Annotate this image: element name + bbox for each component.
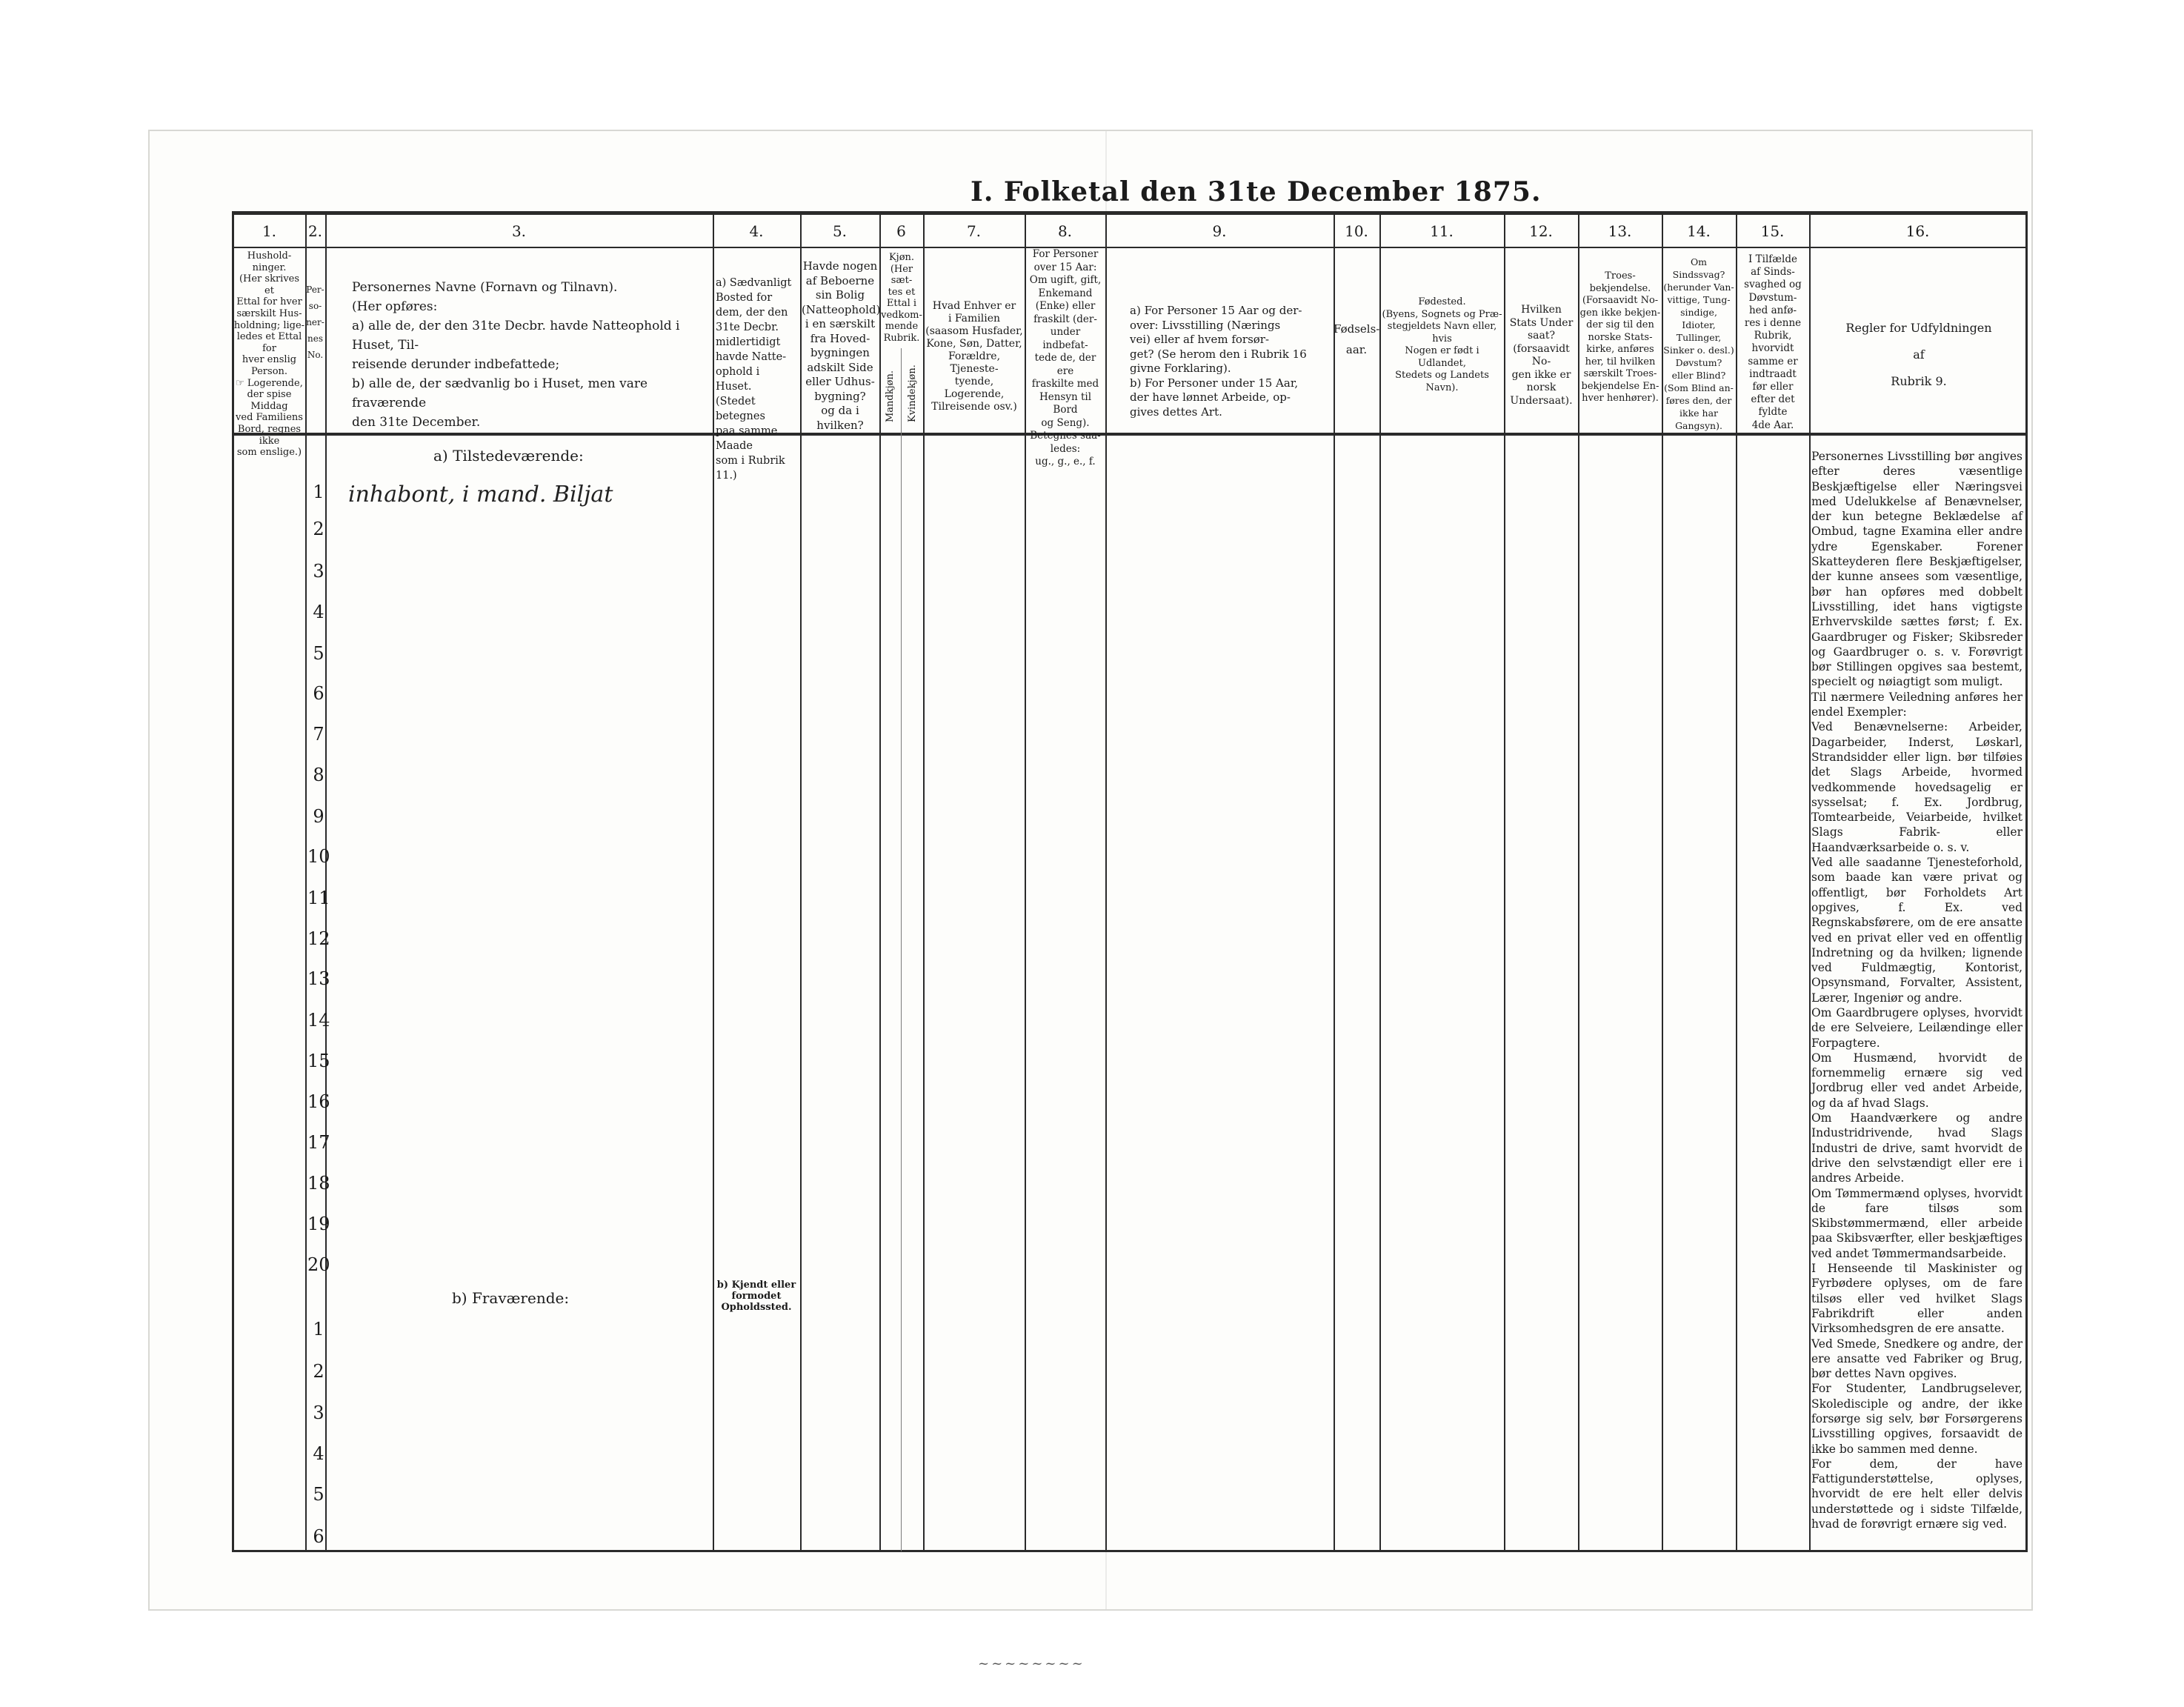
col-divider-12 xyxy=(1578,212,1579,1551)
row-number: 16 xyxy=(307,1091,330,1112)
col-number: 8. xyxy=(1057,222,1073,240)
row-number: 10 xyxy=(307,846,330,867)
col-divider-10 xyxy=(1379,212,1381,1551)
header-religion: Troes- bekjendelse. (Forsaavidt No- gen ikke bekjen- der sig til den norske Stats- kirke, anføres her, til hvilken særskilt Troes- bekjendelse En- hver henhører). xyxy=(1579,270,1661,404)
header-bottom-rule xyxy=(232,433,2028,436)
col-number: 1. xyxy=(262,222,277,240)
row1-handwritten-entry: inhabont, i mand. Biljat xyxy=(348,482,613,508)
row-number: 5 xyxy=(313,643,324,664)
col-number: 9. xyxy=(1212,222,1227,240)
row-number: 3 xyxy=(313,1402,324,1423)
col-divider-3 xyxy=(713,212,714,1551)
header-sex-male: Mandkjøn. xyxy=(885,370,896,422)
row-number: 9 xyxy=(313,806,324,827)
col-number: 14. xyxy=(1687,222,1711,240)
row-number: 4 xyxy=(313,1443,324,1464)
section-present: a) Tilstedeværende: xyxy=(433,447,584,465)
header-birth-year: Fødsels- aar. xyxy=(1334,322,1380,356)
col-number: 12. xyxy=(1529,222,1553,240)
header-outbuilding: Havde nogen af Beboerne sin Bolig (Natteophold) i en særskilt fra Hoved- bygningen adskilt Side eller Udhus- bygning? og da i hvilken? xyxy=(802,259,881,432)
row-number: 14 xyxy=(307,1010,330,1031)
row-number: 12 xyxy=(307,928,330,949)
col-number: 5. xyxy=(832,222,848,240)
row-number: 8 xyxy=(313,765,324,785)
row-number: 19 xyxy=(307,1214,330,1234)
header-sex: Kjøn. (Her sæt- tes et Ettal i vedkom- mende Rubrik. xyxy=(881,252,922,344)
col-divider-9 xyxy=(1334,212,1335,1551)
col-number: 6 xyxy=(896,222,906,240)
header-sex-female: Kvindekjøn. xyxy=(907,365,918,422)
row-number: 11 xyxy=(307,888,330,908)
header-usual-residence: a) Sædvanligt Bosted for dem, der den 31te Decbr. midlertidigt havde Natte- ophold i Huset. (Stedet betegnes paa samme Maade som i Rubrik 11.) xyxy=(716,277,792,482)
col-divider-11 xyxy=(1504,212,1505,1551)
row-number: 18 xyxy=(307,1173,330,1194)
col-number: 4. xyxy=(749,222,764,240)
col-divider-15 xyxy=(1809,212,1811,1551)
row-number: 17 xyxy=(307,1132,330,1153)
row-number: 3 xyxy=(313,561,324,582)
col-divider-6-sub xyxy=(901,348,902,1551)
col-divider-5 xyxy=(879,212,881,1551)
col-number: 2. xyxy=(307,222,323,240)
col-number: 15. xyxy=(1760,222,1785,240)
col-number: 16. xyxy=(1905,222,1930,240)
header-disability-onset: I Tilfælde af Sinds- svaghed og Døvstum- hed anfø- res i denne Rubrik, hvorvidt samme er indtraadt før eller efter det fyldte 4de Aar. xyxy=(1744,253,1802,431)
row-number: 20 xyxy=(307,1254,330,1275)
row-number: 1 xyxy=(313,482,324,502)
header-person-no: Per- so- ner- nes No. xyxy=(306,284,324,360)
col-number: 11. xyxy=(1430,222,1454,240)
row-number: 13 xyxy=(307,968,330,989)
col-divider-8 xyxy=(1105,212,1107,1551)
header-birthplace: Fødested. (Byens, Sognets og Præ- stegjeldets Navn eller, hvis Nogen er født i Udlandet, Stedets og Landets Navn). xyxy=(1382,296,1502,393)
header-family-role: Hvad Enhver er i Familien (saasom Husfader, Kone, Søn, Datter, Forældre, Tjeneste- tyende, Logerende, Tilreisende osv.) xyxy=(925,300,1023,413)
page-title: I. Folketal den 31te December 1875. xyxy=(971,176,1542,207)
absent-residence-label: b) Kjendt eller formodet Opholdssted. xyxy=(716,1280,796,1313)
header-disability: Om Sindssvag? (herunder Van- vittige, Tung- sindige, Idioter, Tullinger, Sinker o. desl.) Døvstum? eller Blind? (Som Blind an- føres den, der ikke har Gangsyn). xyxy=(1663,256,1734,431)
row-number: 4 xyxy=(313,602,324,622)
row-number: 6 xyxy=(313,683,324,704)
col-number: 13. xyxy=(1608,222,1632,240)
header-person-names: Personernes Navne (Fornavn og Tilnavn). (Her opføres: a) alle de, der den 31te Decbr. havde Natteophold i Huset, Til- reisende derunder indbefattede; b) alle de, der sædvanlig bo i Huset, men vare fraværende den 31te December. xyxy=(352,280,680,430)
row-number: 2 xyxy=(313,519,324,539)
header-marital-status: For Personer over 15 Aar: Om ugift, gift, Enkemand (Enke) eller fraskilt (der- under indbefat- tede de, der ere fraskilte med Hensyn til Bord og Seng). Betegnes saa- ledes: ug., g., e., f. xyxy=(1029,248,1102,467)
col-number: 3. xyxy=(511,222,527,240)
col-divider-2 xyxy=(325,212,327,1551)
col-divider-1 xyxy=(305,212,307,1551)
row-number: 15 xyxy=(307,1051,330,1071)
header-rules: Regler for Udfyldningen af Rubrik 9. xyxy=(1845,321,1992,388)
archive-stamp: ~~~~~~~~ xyxy=(978,1656,1085,1671)
row-number: 2 xyxy=(313,1361,324,1382)
col-number: 7. xyxy=(966,222,982,240)
row-number: 6 xyxy=(313,1526,324,1547)
section-absent: b) Fraværende: xyxy=(452,1289,570,1307)
header-citizenship: Hvilken Stats Under saat? (forsaavidt No- gen ikke er norsk Undersaat). xyxy=(1509,304,1574,407)
row-number: 1 xyxy=(313,1319,324,1340)
col-number: 10. xyxy=(1345,222,1368,240)
row-number: 5 xyxy=(313,1484,324,1505)
header-occupation: a) For Personer 15 Aar og der- over: Livsstilling (Nærings vei) eller af hvem forsør- get? (Se herom den i Rubrik 16 givne Forklaring). b) For Personer under 15 Aar, der have lønnet Arbeide, op- gives dettes Art. xyxy=(1130,304,1307,419)
row-number: 7 xyxy=(313,724,324,745)
rules-text: Personernes Livsstilling bør angives efter deres væsentlige Beskjæftigelse eller Næringsvei med Udelukkelse af Benævnelser, der kun betegne Beklædelse af Ombud, tagne Examina eller andre ydre Egenskaber. Forener Skatteyderen flere Beskjæftigelser, der kunne ansees som væsentlige, bør han opføres med dobbelt Livsstilling, idet hans vigtigste Erhvervskilde sættes først; f. Ex. Gaardbruger og Fisker; Skibsreder og Gaardbruger o. s. v. Forøvrigt bør Stillingen opgives saa bestemt, specielt og nøiagtigt som muligt. Til nærmere Veiledning anføres her endel Exempler: Ved Benævnelserne: Arbeider, Dagarbeider, Inderst, Løskarl, Strandsidder eller lign. bør tilføies det Slags Arbeide, hvormed vedkommende hovedsagelig er sysselsat; f. Ex. Jordbrug, Tomtearbeide, Veiarbeide, hvilket Slags Fabrik- eller Haandværksarbeide o. s. v. Ved alle saadanne Tjenesteforhold, som baade kan være privat og offentligt, bør Forholdets Art opgives, f. Ex. ved Regnskabsførere, om de ere ansatte ved en privat eller ved en offentlig Indretning og da hvilken; lignende ved Fuldmægtig, Kontorist, Opsynsmand, Forvalter, Assistent, Lærer, Ingeniør og andre. Om Gaardbrugere oplyses, hvorvidt de ere Selveiere, Leilændinge eller Forpagtere. Om Husmænd, hvorvidt de fornemmelig ernære sig ved Jordbrug eller ved andet Arbeide, og da af hvad Slags. Om Haandværkere og andre Industridrivende, hvad Slags Industri de drive, samt hvorvidt de drive den selvstændigt eller ere i andres Arbeide. Om Tømmermænd oplyses, hvorvidt de fare tilsøs som Skibstømmermænd, eller arbeide paa Skibsværfter, eller beskjæftiges ved andet Tømmermandsarbeide. I Henseende til Maskinister og Fyrbødere oplyses, om de fare tilsøs eller ved hvilket Slags Fabrikdrift eller anden Virksomhedsgren de ere ansatte. Ved Smede, Snedkere og andre, der ere ansatte ved Fabriker og Brug, bør dettes Navn opgives. For Studenter, Landbrugselever, Skoledisciple og andre, der ikke forsørge sig selv, bør Forsørgerens Livsstilling opgives, forsaavidt de ikke bo sammen med denne. For dem, der have Fattigunderstøttelse, oplyses, hvorvidt de ere helt eller delvis understøttede og i sidste Tilfælde, hvad de forøvrigt ernære sig ved. xyxy=(1811,450,2023,1531)
header-households: Hushold- ninger. (Her skrives et Ettal for hver særskilt Hus- holdning; lige- ledes et Ettal for hver enslig Person. ☞ Logerende, der spise Middag ved Familiens Bord, regnes ikke som enslige.) xyxy=(233,250,305,459)
header-top-rule xyxy=(232,212,2028,215)
column-number-rule xyxy=(232,247,2028,248)
